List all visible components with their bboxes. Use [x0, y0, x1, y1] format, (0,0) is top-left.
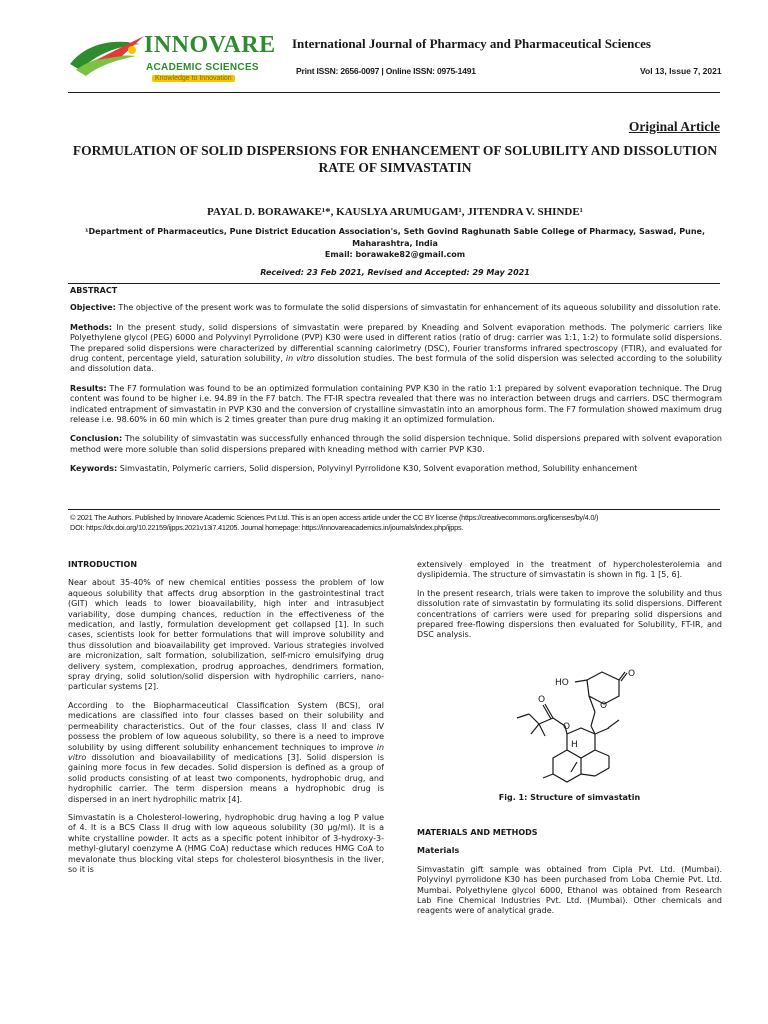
objective-text: The objective of the present work was to formulate the solid dispersions of simvastatin for enhancement of its aqueous solubility and dissolution rate. [118, 303, 721, 313]
label-o-link: O [563, 722, 571, 732]
intro-paragraph-4: extensively employed in the treatment of hypercholesterolemia and dyslipidemia. The structure of simvastatin is shown in fig. 1 [5, 6]. [417, 560, 722, 580]
methods-italic: in vitro [285, 354, 315, 364]
objective-label: Objective: [70, 303, 116, 313]
intro-paragraph-5: In the present research, trials were taken to improve the solubility and thus dissolution rate of simvastatin by formulating its solid dispersions. Different concentrations of carriers were used for preparing solid dispersions and prepared free-flowing dispersions then evaluated for Solubility, FT-IR, and DSC analysis. [417, 588, 722, 640]
intro-paragraph-2 [68, 701, 384, 805]
abstract-objective [70, 303, 722, 313]
issn-line: Print ISSN: 2656-0097 | Online ISSN: 0975-1491 [296, 66, 476, 76]
results-text: The F7 formulation was found to be an optimized formulation containing PVP K30 in the ratio 1:1 prepared by solvent evaporation technique. The Drug content was found to be higher i.e. 94.89 in the F7 batch. The FT-IR spectra revealed that there was no interaction between drugs and carriers. DSC thermogram indicated entrapment of simvastatin in PVP K30 and the conversion of crystalline simvastatin into an amorphous form. The F7 formulation showed maximum drug release i.e. 98.60% in 60 min which is 2 times greater than pure drug making it an optimized formulation. [70, 383, 723, 425]
abstract-top-rule [68, 283, 720, 284]
label-o-carbonyl: O [628, 669, 636, 679]
article-title: FORMULATION OF SOLID DISPERSIONS FOR ENHANCEMENT OF SOLUBILITY AND DISSOLUTION RATE OF SIMVASTATIN [72, 143, 718, 175]
label-o-ring: O [600, 701, 608, 711]
label-ho: HO [555, 678, 569, 688]
abstract-keywords [70, 464, 722, 474]
conclusion-text: The solubility of simvastatin was successfully enhanced through the solid dispersion technique. Solid dispersions prepared with solvent evaporation method were more soluble than solid dispersions prepared with kneading method with carrier PVP K30. [70, 434, 722, 454]
publisher-logo [66, 30, 276, 94]
intro-p2-italic: in vitro [68, 742, 385, 762]
methods-text-b: dissolution studies. The best formula of the solid dispersion was selected according to the solubility and dissolution data. [70, 354, 722, 374]
intro-heading: INTRODUCTION [68, 560, 138, 569]
materials-heading: MATERIALS AND METHODS [417, 828, 538, 837]
methods-label: Methods: [70, 322, 113, 332]
abstract [70, 286, 722, 484]
article-type: Original Article [628, 119, 720, 134]
article-authors: PAYAL D. BORAWAKE¹*, KAUSLYA ARUMUGAM¹, JITENDRA V. SHINDE¹ [207, 206, 583, 218]
conclusion-label: Conclusion: [70, 434, 123, 444]
intro-p2-b: dissolution and bioavailability of medications [3]. Solid dispersion is gaining more focus in few decades. Solid dispersion is defined as a group of solid products consisting of at least two components, hydrophobic drug, and hydrophilic carrier. The term dispersion means a hydrophobic drug is dispersed in an inert hydrophilic matrix [4]. [68, 752, 385, 804]
keywords-text: Simvastatin, Polymeric carriers, Solid dispersion, Polyvinyl Pyrrolidone K30, Solvent evaporation method, Solubility enhancement [119, 464, 638, 474]
logo-subtitle: ACADEMIC SCIENCES [146, 62, 259, 73]
materials-paragraph: Simvastatin gift sample was obtained from Cipla Pvt. Ltd. (Mumbai). Polyvinyl pyrrolidone K30 has been purchased from Loba Chemie Pvt. Ltd. Mumbai. Polyethylene glycol 6000, Ethanol was obtained from Research Lab Fine Chemical Industries Pvt. Ltd. (Mumbai). Other chemicals and reagents were of analytical grade. [417, 864, 722, 916]
abstract-conclusion [70, 434, 722, 455]
intro-paragraph-1: Near about 35-40% of new chemical entities possess the problem of low aqueous solubility that affects drug absorption in the gastrointestinal tract (GIT) which leads to lower bioavailability, high inter and intrasubject variability, dose dumping chances, reduction in the effectiveness of the medication, and lastly, formulation development get collapsed [1]. In such cases, scientists look for better formulations that will improve solubility and thus dissolution and bioavailability get improved. Various strategies involved are micronization, salt formation, solubilization, self-micro emulsifying drug delivery system, complexation, prodrug approaches, dendrimers formation, spray drying, solid solution/solid dispersion with hydrophilic carriers, nano-particular systems [2]. [68, 578, 384, 692]
abstract-bottom-rule [68, 509, 720, 510]
logo-swoosh-icon [66, 30, 146, 90]
intro-paragraph-3: Simvastatin is a Cholesterol-lowering, hydrophobic drug having a log P value of 4. It is a BCS Class II drug with low aqueous solubility (30 µg/ml). It is a white crystalline powder. It acts as a specific potent inhibitor of 3-hydroxy-3-methyl-glutaryl coenzyme A (HMG CoA) reductase which reduces HMG CoA to mevalonate thus blocking vital steps for cholesterol biosynthesis in the liver, so it is [68, 812, 384, 874]
abstract-results [70, 384, 722, 426]
logo-tagline: Knowledge to Innovation [152, 75, 235, 82]
abstract-heading: ABSTRACT [70, 286, 118, 295]
keywords-label: Keywords: [70, 464, 118, 474]
header-divider [68, 92, 720, 93]
methods-text-a: In the present study, solid dispersions of simvastatin were prepared by Kneading and Solvent evaporation methods. The polymeric carriers like Polyethylene glycol (PEG) 6000 and Polyvinyl Pyrrolidone (PVP) K30 were used in different ratios (ratio of drug: carrier was 1:1, 1:2) to formulate solid dispersions. The prepared solid dispersions were characterized by differential scanning calorimetry (DSC), Fourier transforms infrared spectroscopy (FTIR), and evaluated for drug content, percentage yield, saturation solubility, [70, 322, 722, 364]
figure-caption: Fig. 1: Structure of simvastatin [498, 793, 641, 802]
logo-wordmark: INNOVARE [144, 32, 276, 58]
volume-issue: Vol 13, Issue 7, 2021 [640, 66, 722, 76]
affiliation: ¹Department of Pharmaceutics, Pune District Education Association's, Seth Govind Raghunath Sable College of Pharmacy, Saswad, Pune, Maharashtra, India [84, 227, 705, 248]
license-line: © 2021 The Authors. Published by Innovare Academic Sciences Pvt Ltd. This is an open access article under the CC BY license (https://creativecommons.org/licenses/by/4.0/) [70, 513, 599, 522]
right-column [417, 560, 722, 649]
abstract-methods [70, 323, 722, 375]
intro-p2-a: According to the Biopharmaceutical Classification System (BCS), oral medications are classified into four classes based on their solubility and permeability characteristics. Out of the four classes, class II and class IV possess the problem of low aqueous solubility, so there is a need to improve solubility by using different solubility enhancement techniques to improve [68, 700, 384, 752]
license-block [70, 513, 722, 532]
results-label: Results: [70, 383, 107, 393]
label-h: H [571, 740, 578, 750]
simvastatin-structure [505, 668, 645, 790]
doi-line: DOI: https://dx.doi.org/10.22159/ijpps.2021v13i7.41205. Journal homepage: https://innovareacademics.in/journals/index.php/ijpps. [70, 522, 464, 532]
materials-subheading: Materials [417, 846, 460, 856]
affiliation-block [70, 226, 720, 261]
left-column [68, 560, 384, 883]
received-dates: Received: 23 Feb 2021, Revised and Accepted: 29 May 2021 [260, 268, 530, 277]
materials-section [417, 828, 722, 925]
label-o-ester: O [538, 695, 546, 705]
journal-name: International Journal of Pharmacy and Pharmaceutical Sciences [292, 36, 651, 51]
corresponding-email: Email: borawake82@gmail.com [324, 250, 466, 259]
